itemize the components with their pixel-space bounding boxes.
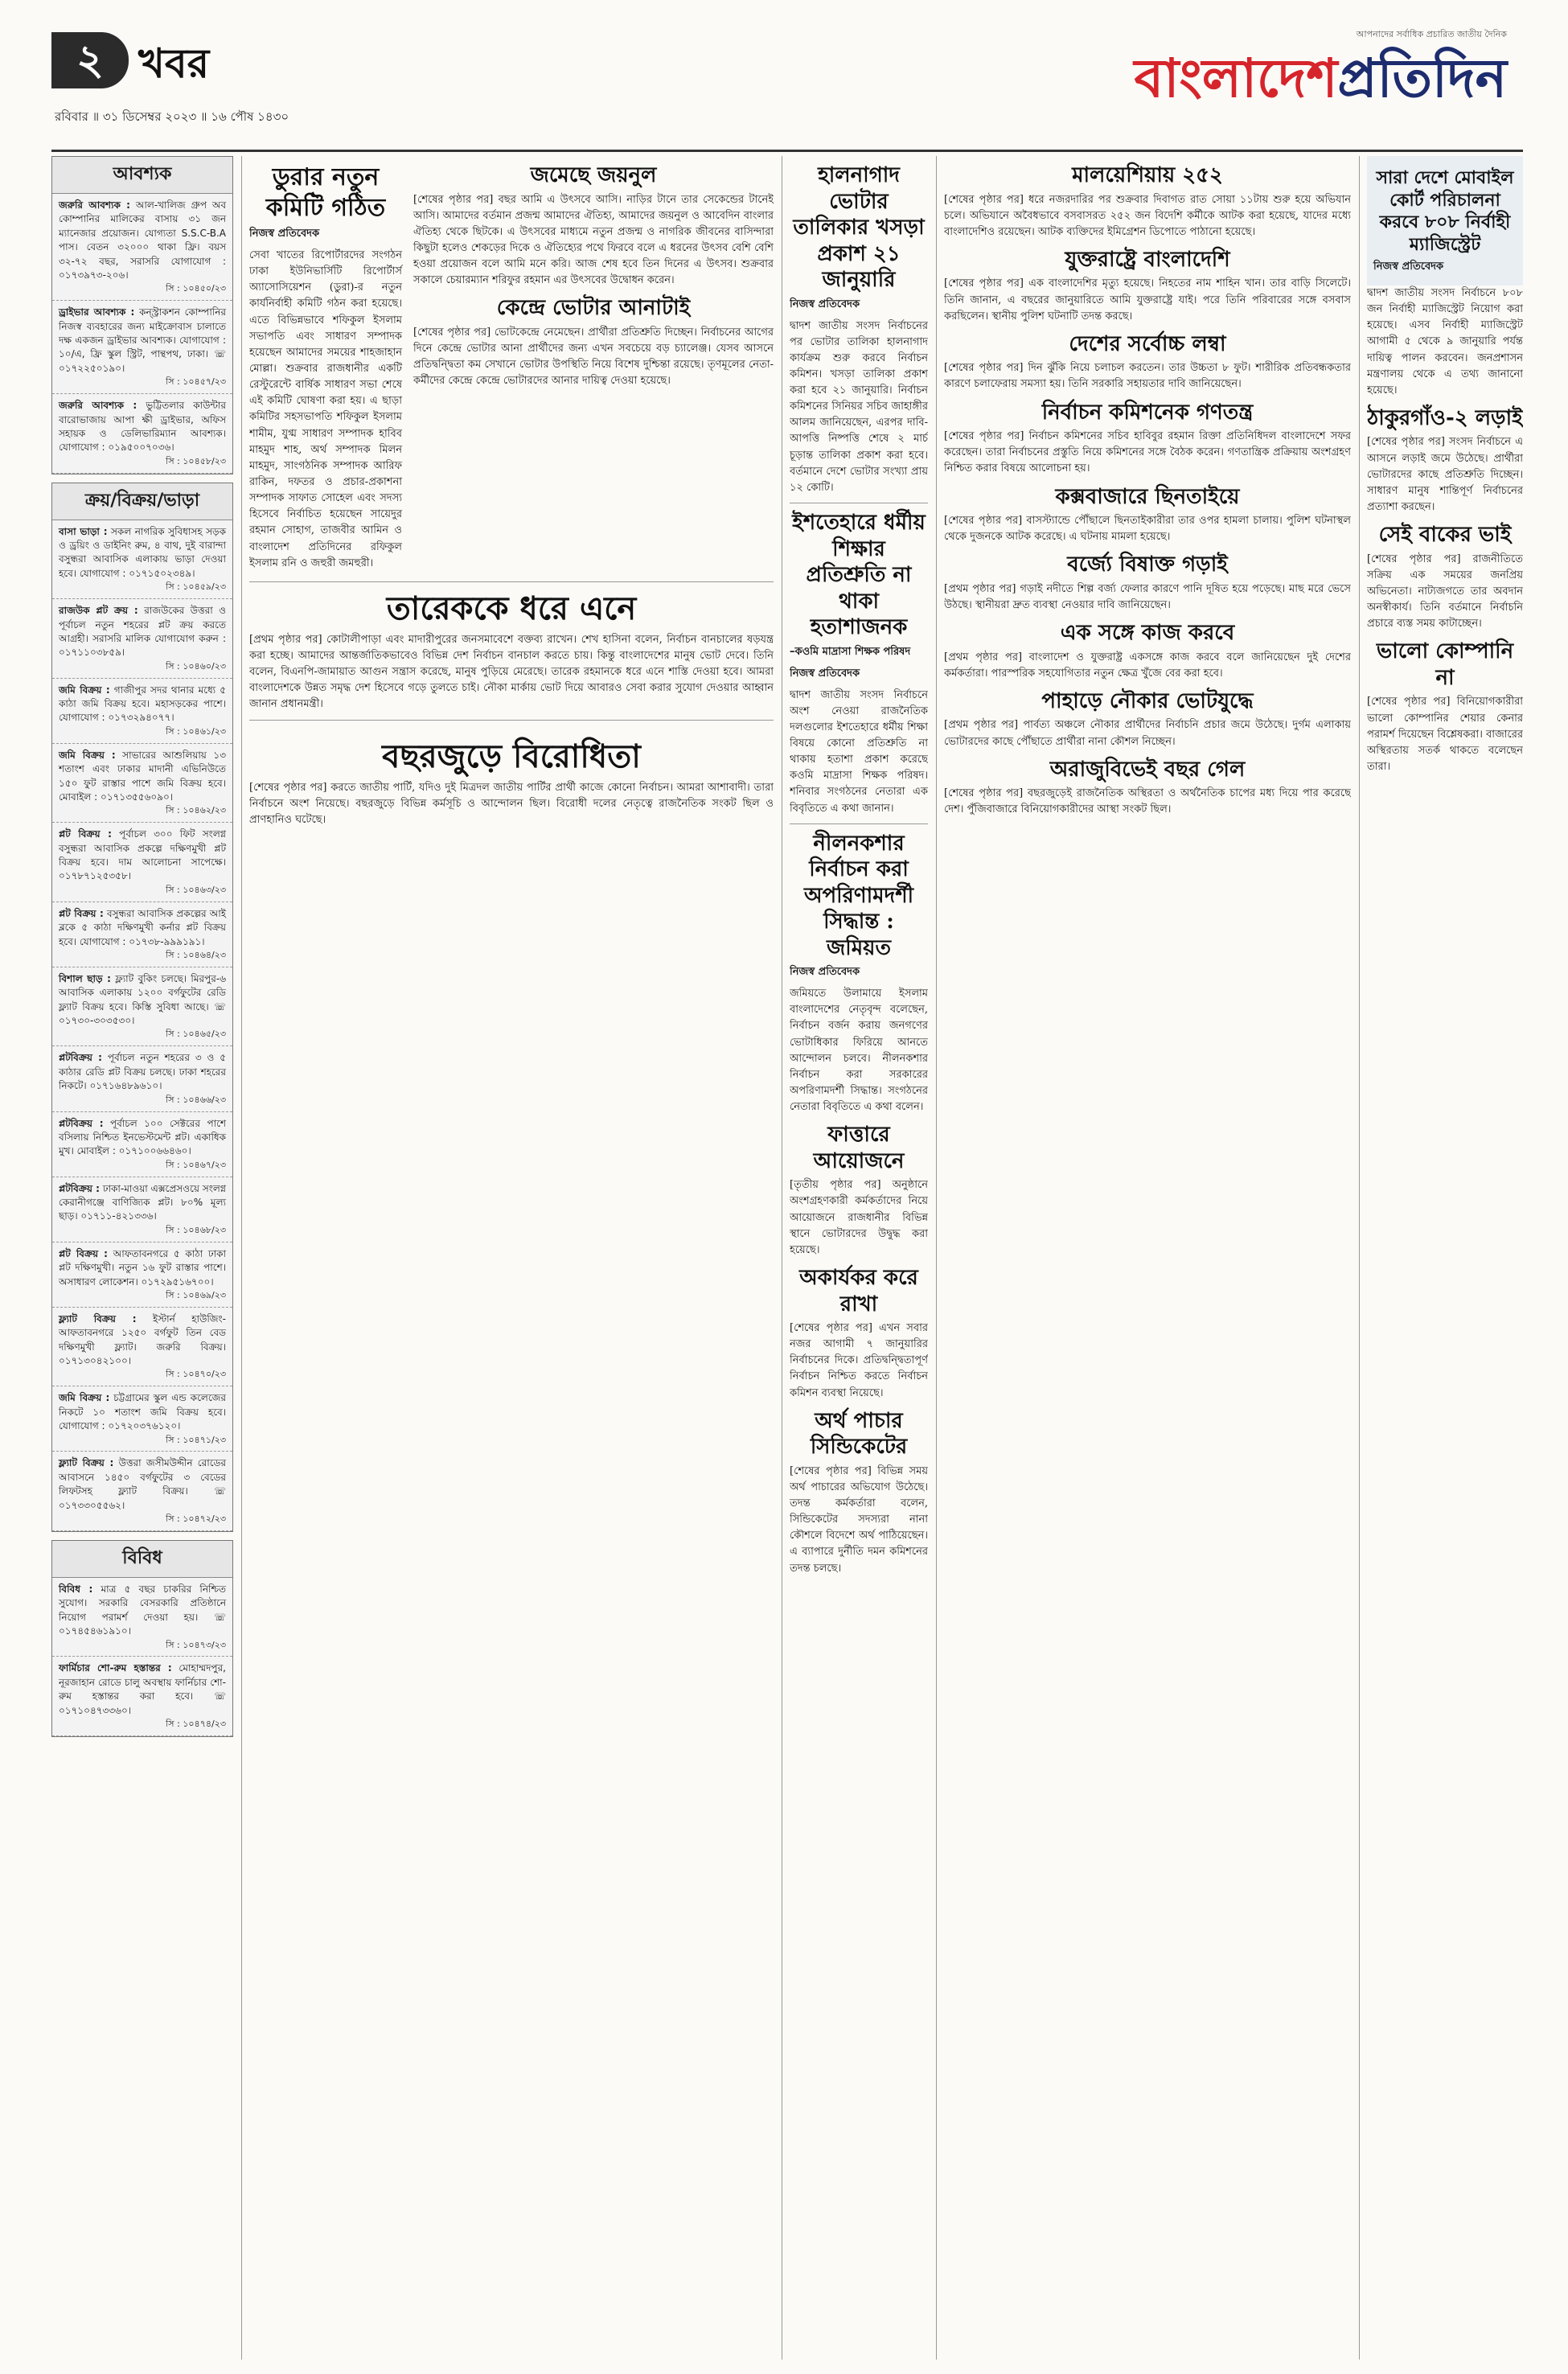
classified-ad-ref: সি : ১০৪৬৪/২৩ bbox=[166, 949, 226, 960]
headline: অকার্যকর করে রাখা bbox=[799, 1266, 918, 1316]
classified-ad-heading: রাজউক প্লট ক্রয় : bbox=[59, 605, 138, 617]
classified-ad bbox=[52, 599, 232, 679]
byline: নিজস্ব প্রতিবেদক bbox=[790, 667, 860, 680]
headline: বছরজুড়ে বিরোধিতা bbox=[382, 737, 641, 775]
article-body: [শেষের পৃষ্ঠার পর] করতে জাতীয় পার্টি, যদিও দুই মিত্রদল জাতীয় পার্টির প্রার্থী কাজে কোনো নির্বাচন। আমরা আশাবাদী। তারা নির্বাচনে অংশ নিয়েছে। বছরজুড়ে বিভিন্ন কর্মসূচি ও আন্দোলন ছিল। বিরোধী দলের নেতৃত্বে রাজনৈতিক সংকট ছিল ও প্রাণহানিও ঘটেছে। bbox=[249, 781, 774, 826]
main-block-right bbox=[944, 156, 1351, 2360]
headline: নির্বাচন কমিশনেক গণতন্ত্র bbox=[1041, 400, 1254, 425]
classified-ad-ref: সি : ১০৪৫৭/২৩ bbox=[166, 376, 226, 388]
classified-ad-heading: জমি বিক্রয় : bbox=[59, 749, 116, 761]
classified-ad-text: মোহাম্মদপুর, নূরজাহান রোডে চালু অবস্থায় ফার্নিচার শো-রুম হস্তান্তর করা হবে। ☏ ০১৭১০৪৭৩৩৬০। bbox=[59, 1662, 226, 1716]
article-body: [তৃতীয় পৃষ্ঠার পর] অনুষ্ঠানে অংশগ্রহণকারী কর্মকর্তাদের নিয়ে আয়োজনে রাজধানীর বিভিন্ন স্থানে ভোটারদের উদ্বুদ্ধ করা হয়েছে। bbox=[790, 1179, 928, 1256]
classified-box-title: আবশ্যক bbox=[52, 157, 232, 194]
headline: পাহাড়ে নৌকার ভোটযুদ্ধে bbox=[1041, 688, 1254, 713]
classified-ad-heading: ড্রাইভার আবশ্যক : bbox=[59, 306, 135, 318]
classified-ad bbox=[52, 1657, 232, 1736]
byline: নিজস্ব প্রতিবেদক bbox=[790, 298, 860, 310]
brand-tagline: আপনাদের সর্বাধিক প্রচারিত জাতীয় দৈনিক bbox=[1356, 29, 1507, 39]
classified-ad-text: বসুন্ধরা আবাসিক প্রকল্পের আই ব্লকে ৫ কাঠা দক্ষিণমুখী কর্নার প্লট বিক্রয় হবে। যোগাযোগ : ০১৭৩৮-৯৯৯১৯১। bbox=[59, 907, 226, 947]
headline: তারেককে ধরে এনে bbox=[386, 589, 637, 627]
article-body: [শেষের পৃষ্ঠার পর] বিভিন্ন সময় অর্থ পাচারের অভিযোগ উঠেছে। তদন্ত কর্মকর্তারা বলেন, সিন্ডিকেটের সদস্যরা নানা কৌশলে বিদেশে অর্থ পাঠিয়েছেন। এ ব্যাপারে দুর্নীতি দমন কমিশনের তদন্ত চলছে। bbox=[790, 1464, 928, 1575]
headline: কেন্দ্রে ভোটার আনাটাই bbox=[496, 296, 691, 321]
byline: নিজস্ব প্রতিবেদক bbox=[249, 228, 320, 240]
classified-ad bbox=[52, 520, 232, 600]
article-body: [প্রথম পৃষ্ঠার পর] কোটালীপাড়া এবং মাদারীপুরের জনসমাবেশে বক্তব্য রাখেন। শেখ হাসিনা বলেন, নির্বাচন বানচালের ষড়যন্ত্র করা হচ্ছে। আমাদের আন্তর্জাতিকভাবেও বিভিন্ন দেশ নির্বাচন বানচাল করতে চায়। কিন্তু বাংলাদেশের মানুষ ভোট দেবে। তিনি বলেন, বিএনপি-জামায়াত আগুন সন্ত্রাস করেছে, মানুষ পুড়িয়ে মেরেছে। তারেক রহমানকে ধরে এনে শাস্তি দেওয়া হবে। আমরা বাংলাদেশকে উন্নত সমৃদ্ধ দেশ হিসেবে গড়ে তুলতে চাই। নৌকা মার্কায় ভোট দিয়ে আবারও সেবা করার সুযোগ দেওয়ার আহ্বান জানান প্রধানমন্ত্রী। bbox=[249, 633, 774, 711]
article-body: দ্বাদশ জাতীয় সংসদ নির্বাচনে অংশ নেওয়া রাজনৈতিক দলগুলোর ইশতেহারে ধর্মীয় শিক্ষা বিষয়ে কোনো প্রতিশ্রুতি না থাকায় হতাশা প্রকাশ করেছে কওমি মাদ্রাসা শিক্ষক পরিষদ। শনিবার সংগঠনের নেতারা এক বিবৃতিতে এ কথা জানান। bbox=[790, 688, 928, 815]
classified-box-buy-sell bbox=[51, 483, 233, 1532]
headline: দেশের সর্বোচ্চ লম্বা bbox=[1069, 331, 1226, 356]
article-body: [শেষের পৃষ্ঠার পর] নির্বাচন কমিশনের সচিব হাবিবুর রহমান রিক্তা প্রতিনিধিদল বাংলাদেশে সফর করেছেন। তারা নির্বাচনের প্রস্তুতি নিয়ে কমিশনের সঙ্গে বৈঠক করেন। গণতান্ত্রিক প্রক্রিয়ায় অংশগ্রহণ নিশ্চিত করার বিষয়ে আলোচনা হয়। bbox=[944, 430, 1351, 475]
classified-ad bbox=[52, 394, 232, 474]
article-body: দ্বাদশ জাতীয় সংসদ নির্বাচনের পর ভোটার তালিকা হালনাগাদ কার্যক্রম শুরু করবে নির্বাচন কমিশন। খসড়া তালিকা প্রকাশ করা হবে ২১ জানুয়ারি। নির্বাচন কমিশনের সিনিয়র সচিব জাহাঙ্গীর আলম জানিয়েছেন, এরপর দাবি-আপত্তি নিষ্পত্তি শেষে ২ মার্চ চূড়ান্ত তালিকা প্রকাশ করা হবে। বর্তমানে দেশে ভোটার সংখ্যা প্রায় ১২ কোটি। bbox=[790, 319, 928, 494]
header-rule bbox=[51, 150, 1523, 152]
classified-ad-heading: ফার্মিচার শো-রুম হস্তান্তর : bbox=[59, 1662, 172, 1674]
classified-ad-heading: জমি বিক্রয় : bbox=[59, 1392, 110, 1404]
headline: বর্জ্যে বিষাক্ত গড়াই bbox=[1067, 552, 1228, 577]
classified-ad-text: রাজউকের উত্তরা ও পূর্বাচল নতুন শহরের প্লট ক্রয় করতে আগ্রহী। সরাসরি মালিক যোগাযোগ করুন : ০১৭১১০৩৮৫৯। bbox=[59, 605, 226, 659]
classified-ad-text: ভুট্টিতলার কাউন্টার বারোভাজায় আপা ক্ষী ড্রাইভার, অফিস সহায়ক ও ডেলিভারিম্যান আবশ্যক। যোগাযোগ : ০১৯৫০০৭০৩৬। bbox=[59, 400, 226, 454]
headline: ঠাকুরগাঁও-২ লড়াই bbox=[1367, 405, 1523, 430]
classified-ad-text: সাভারের আশুলিয়ায় ১৩ শতাংশ এবং ঢাকার মাদানী এভিনিউতে ১৫০ ফুট রাস্তার পাশে জমি বিক্রয় হবে। মোবাইল : ০১৭১৩৫৫৬০৯০। bbox=[59, 749, 226, 803]
classified-ad-text: উত্তরা জসীমউদ্দীন রোডের আবাসনে ১৪৫০ বর্গফুটের ৩ বেডের লিফটসহ ফ্ল্যাট বিক্রয়। ☏ ০১৭৩৩০৫৫৬২। bbox=[59, 1457, 226, 1511]
classified-ad-text: ইস্টার্ন হাউজিং-আফতাবনগরে ১২৫০ বর্গফুট তিন বেড দক্ষিণমুখী ফ্ল্যাট। জরুরি বিক্রয়। ০১৭১৩০৪২১০০। bbox=[59, 1312, 226, 1366]
headline: জমেছে জয়নুল bbox=[530, 163, 657, 187]
classified-box-required bbox=[51, 156, 233, 474]
classified-ad-ref: সি : ১০৪৬৬/২৩ bbox=[166, 1094, 226, 1105]
classified-ad-text: সকল নাগরিক সুবিধাসহ সড়ক ও ড্রয়িং ও ডাইনিং রুম, ৪ বাথ, দুই বারান্দা বসুন্ধরা আবাসিক এলাকায় ভাড়া দেওয়া হবে। যোগাযোগ : ০১৭১৫০২৩৪৯। bbox=[59, 525, 226, 579]
article-body: [শেষের পৃষ্ঠার পর] বিনিয়োগকারীরা ভালো কোম্পানির শেয়ার কেনার পরামর্শ দিয়েছেন বিশ্লেষকরা। বাজারের অস্থিরতায় সতর্ক থাকতে বলেছেন তারা। bbox=[1367, 696, 1523, 773]
article-body: [শেষের পৃষ্ঠার পর] এখন সবার নজর আগামী ৭ জানুয়ারির নির্বাচনের দিকে। প্রতিদ্বন্দ্বিতাপূর্ণ নির্বাচন নিশ্চিত করতে নির্বাচন কমিশন ব্যবস্থা নিয়েছে। bbox=[790, 1322, 928, 1399]
headline: হালনাগাদ ভোটার তালিকার খসড়া প্রকাশ ২১ জানুয়ারি bbox=[793, 163, 925, 292]
classified-ad bbox=[52, 1386, 232, 1452]
headline: সেই বাকের ভাই bbox=[1378, 523, 1512, 548]
classified-box-title: বিবিধ bbox=[52, 1541, 232, 1578]
column-divider bbox=[936, 156, 937, 2360]
classified-box-title: ক্রয়/বিক্রয়/ভাড়া bbox=[52, 483, 232, 520]
classified-box-misc bbox=[51, 1540, 233, 1737]
classified-ad bbox=[52, 1112, 232, 1177]
classified-ad-text: পূর্বাচল নতুন শহরের ৩ ও ৫ কাঠার রেডি প্লট বিক্রয় চলছে। ঢাকা শহরের নিকটে। ০১৭১৬৪৮৯৬১০। bbox=[59, 1052, 226, 1092]
classified-ad-ref: সি : ১০৪৬৮/২৩ bbox=[166, 1224, 226, 1235]
classified-ad bbox=[52, 301, 232, 394]
classified-ad-ref: সি : ১০৪৬৩/২৩ bbox=[166, 884, 226, 895]
classified-ad bbox=[52, 902, 232, 967]
classified-ad bbox=[52, 679, 232, 744]
classified-ad-ref: সি : ১০৪৭২/২৩ bbox=[166, 1514, 226, 1524]
brand-name bbox=[1057, 43, 1507, 115]
classified-ad-ref: সি : ১০৪৫৯/২৩ bbox=[166, 581, 226, 593]
classified-ad-heading: বিশাল ছাড় : bbox=[59, 972, 111, 984]
classified-ad-text: আফতাবনগরে ৫ কাঠা ঢাকা প্লট দক্ষিণমুখী। নতুন ১৬ ফুট রাস্তার পাশে। অসাধারণ লোকেশন। ০১৭২৯৫১৬৭০০। bbox=[59, 1247, 226, 1288]
classified-ad-heading: ফ্ল্যাট বিক্রয় : bbox=[59, 1312, 137, 1325]
article-body: দ্বাদশ জাতীয় সংসদ নির্বাচনে ৮০৮ জন নির্বাহী ম্যাজিস্ট্রেট নিয়োগ করা হয়েছে। এসব নির্বাহী ম্যাজিস্ট্রেট আগামী ৫ থেকে ৯ জানুয়ারি পর্যন্ত দায়িত্ব পালন করবেন। জনপ্রশাসন মন্ত্রণালয় থেকে এ তথ্য জানানো হয়েছে। bbox=[1367, 287, 1523, 396]
headline: ফাত্তারে আয়োজনে bbox=[813, 1123, 905, 1173]
classified-ad-heading: বিবিধ : bbox=[59, 1583, 93, 1595]
classified-ad-heading: জমি বিক্রয় : bbox=[59, 684, 110, 696]
brand-name-part-a: বাংলাদেশ bbox=[1134, 47, 1338, 109]
classified-ad-heading: প্লট বিক্রয় : bbox=[59, 1247, 108, 1259]
article-body: [শেষের পৃষ্ঠার পর] সংসদ নির্বাচনে এ আসনে লড়াই জমে উঠেছে। প্রার্থীরা ভোটারদের কাছে প্রতিশ্রুতি দিচ্ছেন। সাধারণ মানুষ শান্তিপূর্ণ নির্বাচনের প্রত্যাশা করছেন। bbox=[1367, 436, 1523, 514]
classified-ad-text: পূর্বাচল ৩০০ ফিট সংলগ্ন বসুন্ধরা আবাসিক প্রকল্পে দক্ষিণমুখী প্লট বিক্রয় হবে। দাম আলোচনা সাপেক্ষে। ০১৭৮৭১২৫৩৫৮। bbox=[59, 828, 226, 882]
column-divider bbox=[1359, 156, 1360, 2360]
classified-ad-heading: প্লটবিক্রয় : bbox=[59, 1182, 100, 1194]
classified-ad-ref: সি : ১০৪৬১/২৩ bbox=[166, 725, 226, 737]
classified-ad-heading: প্লটবিক্রয় : bbox=[59, 1117, 104, 1129]
classified-ad-text: আল-খালিজ গ্রুপ অব কোম্পানির মালিকের বাসায় ৩১ জন ম্যানেজার প্রয়োজন। যোগ্যতা S.S.C-B.A পাস। বেতন ৩২০০০ থাকা ফ্রি। বয়স ৩২-৭২ বছর, সরাসরি যোগাযোগ : ০১৭৩৯৭৩-২০৬। bbox=[59, 199, 226, 281]
classified-ad-text: গাজীপুর সদর থানার মধ্যে ৫ কাঠা জমি বিক্রয় হবে। মহাসড়কের পাশে। যোগাযোগ : ০১৭৩২৯৪০৭৭। bbox=[59, 684, 226, 724]
article-body: [শেষের পৃষ্ঠার পর] রাজনীতিতে সক্রিয় এক সময়ের জনপ্রিয় অভিনেতা। নাট্যজগতে তার অবদান অনস্বীকার্য। তিনি বর্তমানে নির্বাচনি প্রচারে ব্যস্ত সময় কাটাচ্ছেন। bbox=[1367, 552, 1523, 630]
classified-ad-ref: সি : ১০৪৭০/২৩ bbox=[166, 1369, 226, 1380]
dateline: রবিবার ॥ ৩১ ডিসেম্বর ২০২৩ ॥ ১৬ পৌষ ১৪৩০ bbox=[55, 109, 289, 124]
article-body: [শেষের পৃষ্ঠার পর] ধরে নজরদারির পর শুক্রবার দিবাগত রাত সোয়া ১১টায় শুরু হয়ে অভিযান চলে। অভিযানে অবৈধভাবে বসবাসরত ২৫২ জন বিদেশি কর্মীকে আটক করা হয়েছে, যাদের মধ্যে বাংলাদেশিও রয়েছেন। আটক ব্যক্তিদের ইমিগ্রেশন ডিপোতে পাঠানো হয়েছে। bbox=[944, 193, 1351, 238]
headline: নীলনকশার নির্বাচন করা অপরিণামদর্শী সিদ্ধান্ত : জমিয়ত bbox=[803, 831, 914, 960]
byline: নিজস্ব প্রতিবেদক bbox=[1373, 261, 1444, 273]
article-body: [শেষের পৃষ্ঠার পর] এক বাংলাদেশির মৃত্যু হয়েছে। নিহতের নাম শাহিন খান। তার বাড়ি সিলেটে। তিনি জানান, এ বছরের জানুয়ারিতে আমি যুক্তরাষ্ট্রে যাই। পরে তিনি পরিবারের সঙ্গে বসবাস করছিলেন। স্থানীয় পুলিশ ঘটনাটি তদন্ত করছে। bbox=[944, 277, 1351, 322]
classified-ad-text: পূর্বাচল ১০০ সেক্টরের পাশে বসিলায় নিশ্চিত ইনভেস্টমেন্ট প্লট। একাধিক মুখ। মোবাইল : ০১৭১০০৬৬৪৬০। bbox=[59, 1117, 226, 1157]
classified-ad-text: ঢাকা-মাওয়া এক্সপ্রেসওয়ে সংলগ্ন কেরানীগঞ্জে বাণিজ্যিক প্লট। ৮০% মূল্য ছাড়। ০১৭১১-৪২১৩৩৬। bbox=[59, 1182, 227, 1222]
classified-ad-heading: জরুরি আবশ্যক : bbox=[59, 199, 130, 211]
main-block-left bbox=[249, 156, 774, 2360]
classified-ad-heading: ফ্ল্যাট বিক্রয় : bbox=[59, 1457, 114, 1469]
classified-ad bbox=[52, 1578, 232, 1657]
classified-ad-heading: প্লট বিক্রয় : bbox=[59, 907, 104, 919]
classified-ad bbox=[52, 1308, 232, 1387]
section-rule bbox=[249, 720, 774, 721]
classified-ad-text: মাত্র ৫ বছর চাকরির নিশ্চিত সুযোগ। সরকারি বেসরকারি প্রতিষ্ঠানে নিয়োগ পরামর্শ দেওয়া হয়। ☏ ০১৭৪৫৪৬১৯১০। bbox=[59, 1583, 226, 1637]
brand-name-part-b: প্রতিদিন bbox=[1337, 47, 1507, 109]
headline: ইশতেহারে ধর্মীয় শিক্ষার প্রতিশ্রুতি না থাকা হতাশাজনক bbox=[792, 511, 926, 640]
classified-ad-heading: জরুরি আবশ্যক : bbox=[59, 400, 138, 412]
headline: অরাজুবিভেই বছর গেল bbox=[1049, 757, 1246, 782]
article-body: [প্রথম পৃষ্ঠার পর] বাংলাদেশ ও যুক্তরাষ্ট্র একসঙ্গে কাজ করবে বলে জানিয়েছেন দুই দেশের কর্মকর্তারা। পারস্পরিক সহযোগিতার নতুন ক্ষেত্র খুঁজে বের করা হবে। bbox=[944, 651, 1351, 680]
classified-ad-ref: সি : ১০৪৭৪/২৩ bbox=[166, 1719, 226, 1729]
classifieds-sidebar bbox=[51, 156, 233, 2360]
article-body: [শেষের পৃষ্ঠার পর] বাসস্ট্যান্ডে পৌঁছালে ছিনতাইকারীরা তার ওপর হামলা চালায়। পুলিশ ঘটনাস্থল থেকে দুজনকে আটক করেছে। এ ঘটনায় মামলা হয়েছে। bbox=[944, 515, 1351, 544]
classified-ad bbox=[52, 744, 232, 824]
main-column-center bbox=[790, 156, 928, 2360]
right-column bbox=[1367, 156, 1523, 2360]
page-number: ২ bbox=[51, 32, 129, 88]
classified-ad-text: ফ্ল্যাট বুকিং চলছে। মিরপুর-৬ আবাসিক এলাকায় ১২০০ বর্গফুটের রেডি ফ্ল্যাট বিক্রয় হবে। কিস্তি সুবিধা আছে। ☏ ০১৭৩০-৩০৩৫৩০। bbox=[59, 972, 226, 1027]
article-body: [শেষের পৃষ্ঠার পর] ভোটকেন্দ্রে নেমেছেন। প্রার্থীরা প্রতিশ্রুতি দিচ্ছেন। নির্বাচনের আগের দিনে কেন্দ্রে ভোটার আনা প্রার্থীদের জন্য এখন সবচেয়ে বড় চ্যালেঞ্জ। যেসব আসনে প্রতিদ্বন্দ্বিতা কম সেখানে ভোটার উপস্থিতি নিয়ে বিশেষ দুশ্চিন্তা রয়েছে। তৃণমূলের নেতা-কর্মীদের কেন্দ্রে কেন্দ্রে ভোটারদের আনার দায়িত্ব দেওয়া হয়েছে। bbox=[413, 326, 774, 388]
article-body: [প্রথম পৃষ্ঠার পর] পার্বত্য অঞ্চলে নৌকার প্রার্থীদের নির্বাচনি প্রচার জমে উঠেছে। দুর্গম এলাকায় ভোটারদের কাছে পৌঁছাতে প্রার্থীরা নানা কৌশল নিচ্ছেন। bbox=[944, 719, 1351, 748]
section-rule bbox=[249, 581, 774, 582]
classified-list bbox=[52, 520, 232, 1531]
masthead bbox=[1057, 27, 1507, 140]
article-body: [প্রথম পৃষ্ঠার পর] গড়াই নদীতে শিল্প বর্জ্য ফেলার কারণে পানি দূষিত হয়ে পড়েছে। মাছ মরে ভেসে উঠছে। স্থানীয়রা দ্রুত ব্যবস্থা নেওয়ার দাবি জানিয়েছেন। bbox=[944, 582, 1351, 611]
headline: কক্সবাজারে ছিনতাইয়ে bbox=[1055, 484, 1240, 509]
classified-list bbox=[52, 194, 232, 474]
subhead: –কওমি মাদ্রাসা শিক্ষক পরিষদ bbox=[790, 645, 911, 658]
byline: নিজস্ব প্রতিবেদক bbox=[790, 966, 860, 979]
article-body: [শেষের পৃষ্ঠার পর] বছরজুড়েই রাজনৈতিক অস্থিরতা ও অর্থনৈতিক চাপের মধ্য দিয়ে পার করেছে দেশ। পুঁজিবাজারে বিনিয়োগকারীদের আস্থা সংকট ছিল। bbox=[944, 787, 1351, 816]
section-name: খবর bbox=[138, 40, 210, 87]
headline: অর্থ পাচার সিন্ডিকেটের bbox=[810, 1408, 908, 1460]
headline: মালয়েশিয়ায় ২৫২ bbox=[1072, 163, 1223, 187]
classified-ad-ref: সি : ১০৪৭৩/২৩ bbox=[166, 1639, 226, 1650]
classified-ad bbox=[52, 1452, 232, 1531]
classified-list bbox=[52, 1578, 232, 1736]
classified-ad-heading: প্লটবিক্রয় : bbox=[59, 1052, 102, 1064]
article-body: [শেষের পৃষ্ঠার পর] দিন ঝুঁকি নিয়ে চলাচল করতেন। তার উচ্চতা ৮ ফুট। শারীরিক প্রতিবন্ধকতার কারণে চলাফেরায় সমস্যা হয়। তিনি সরকারি সহায়তার দাবি জানিয়েছেন। bbox=[944, 362, 1351, 391]
classified-ad-ref: সি : ১০৪৬৯/২৩ bbox=[166, 1289, 226, 1300]
classified-ad bbox=[52, 967, 232, 1047]
article-body: [শেষের পৃষ্ঠার পর] বছর আমি এ উৎসবে আসি। নাড়ির টানে তার সেকেন্ডের টানেই আসি। আমাদের বর্তমান প্রজন্ম আমাদের ঐতিহ্য, আমাদের জয়নুল ও আবেদিন বাংলার ঐতিহ্য থেকে ছিটকে। এ উৎসবের মাধ্যমে নতুন প্রজন্ম ও নাগরিক জীবনের বাসিন্দারা কিছুটা হলেও শেকড়ের দিকে ও ঐতিহ্যের পথে ফিরবে বলে এ ধরনের উৎসব বেশি বেশি হওয়া প্রয়োজন বলে আমি মনে করি। আজ শেষ হবে তিন দিনের এ উৎসব। শুক্রবার সকালে চেয়ারম্যান শরিফুর রহমান এর উৎসবের উদ্বোধন করেন। bbox=[413, 193, 774, 287]
classified-ad-ref: সি : ১০৪৫০/২৩ bbox=[166, 283, 226, 294]
classified-ad-ref: সি : ১০৪৬২/২৩ bbox=[166, 805, 226, 816]
classified-ad bbox=[52, 1177, 232, 1242]
article-dura bbox=[249, 156, 402, 575]
headline: এক সঙ্গে কাজ করবে bbox=[1060, 621, 1235, 646]
classified-ad-ref: সি : ১০৪৬০/২৩ bbox=[166, 660, 226, 672]
classified-ad bbox=[52, 1242, 232, 1308]
headline: যুক্তরাষ্ট্রে বাংলাদেশি bbox=[1065, 247, 1230, 272]
article-joynul bbox=[413, 156, 774, 575]
article-body: জমিয়তে উলামায়ে ইসলাম বাংলাদেশের নেতৃবৃন্দ বলেছেন, নির্বাচন বর্জন করায় জনগণের ভোটাধিকার ফিরিয়ে আনতে আন্দোলন চলবে। নীলনকশার নির্বাচন করা সরকারের অপরিণামদর্শী সিদ্ধান্ত। সংগঠনের নেতারা বিবৃতিতে এ কথা বলেন। bbox=[790, 988, 928, 1114]
headline: ভালো কোম্পানি না bbox=[1376, 639, 1514, 690]
classified-ad-text: কন্স্ট্রাকশন কোম্পানির নিজস্ব ব্যবহারের জন্য মাইক্রোবাস চালাতে দক্ষ একজন ড্রাইভার আবশ্যক। যোগাযোগ : ১০/এ, ফ্রি স্কুল স্ট্রিট, পান্থপথ, ঢাকা। ☏ ০১৭২২৫০১৯০। bbox=[59, 306, 226, 374]
article-body: সেবা খাতের রিপোর্টারদের সংগঠন ঢাকা ইউনিভার্সিটি রিপোর্টার্স অ্যাসোসিয়েশন (ডুরা)-র নতুন কার্যনির্বাহী কমিটি গঠন করা হয়েছে। এতে বিভিন্নভাবে শফিকুল ইসলাম সভাপতি এবং সাধারণ সম্পাদক হয়েছেন আমাদের সময়ের শাহজাহান মোল্লা। শুক্রবার রাজধানীর একটি রেস্টুরেন্টে বার্ষিক সাধারণ সভা শেষে এই কমিটি ঘোষণা করা হয়। এ ছাড়া কমিটির সহসভাপতি শফিকুল ইসলাম শামীম, যুগ্ম সাধারণ সম্পাদক হাবিব মাহমুদ শাহ, অর্থ সম্পাদক মিলন মাহমুদ, সাংগঠনিক সম্পাদক আরিফ রাকিন, দফতর ও প্রচার-প্রকাশনা সম্পাদক সাফাত সোহেল এবং সদস্য হিসেবে নির্বাচিত হয়েছেন সায়েদুর রহমান সোহাগ, তাজবীর আমিন ও বাংলাদেশ প্রতিদিনের রফিকুল ইসলাম রনি ও জহুরী জমহুরী। bbox=[249, 249, 402, 569]
classified-ad bbox=[52, 1046, 232, 1111]
classified-ad-text: চট্টগ্রামের স্কুল এন্ড কলেজের নিকটে ১০ শতাংশ জমি বিক্রয় হবে। যোগাযোগ : ০১৭২০৩৭৬১২০। bbox=[59, 1392, 226, 1432]
column-divider bbox=[241, 156, 242, 2360]
headline: ডুরার নতুন কমিটি গঠিত bbox=[265, 163, 386, 222]
classified-ad-ref: সি : ১০৪৬৫/২৩ bbox=[166, 1029, 226, 1040]
article-mobile-court bbox=[1367, 156, 1523, 285]
classified-ad-ref: সি : ১০৪৭১/২৩ bbox=[166, 1434, 226, 1445]
classified-ad bbox=[52, 194, 232, 301]
classified-ad-heading: বাসা ভাড়া : bbox=[59, 525, 108, 537]
headline: সারা দেশে মোবাইল কোর্ট পরিচালনা করবে ৮০৮ নির্বাহী ম্যাজিস্ট্রেট bbox=[1376, 167, 1514, 255]
classified-ad-ref: সি : ১০৪৬৭/২৩ bbox=[166, 1159, 226, 1170]
classified-ad-ref: সি : ১০৪৫৮/২৩ bbox=[166, 455, 226, 466]
classified-ad-heading: প্লট বিক্রয় : bbox=[59, 828, 112, 840]
classified-ad bbox=[52, 823, 232, 902]
page-header bbox=[51, 27, 1523, 148]
